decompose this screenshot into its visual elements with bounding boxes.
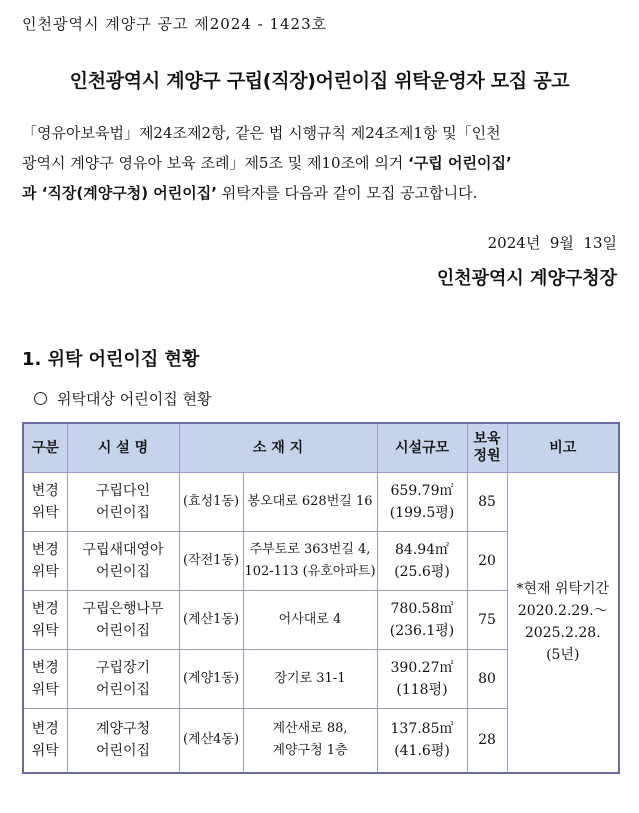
cell-size: 137.85㎡ (41.6평)	[377, 709, 467, 773]
cell-capacity: 28	[467, 709, 507, 773]
header-capacity-line2: 정원	[473, 448, 501, 464]
intro-line-3-bold: 과 ‘직장(계양구청) 어린이집’	[22, 184, 217, 202]
cell-type: 변경 위탁	[23, 532, 67, 591]
cell-address: 봉오대로 628번길 16	[243, 473, 377, 532]
intro-paragraph	[22, 118, 622, 208]
cell-address: 주부토로 363번길 4, 102-113 (유호아파트)	[243, 532, 377, 591]
subsection-label: 위탁대상 어린이집 현황	[57, 390, 212, 408]
cell-dong: (효성1동)	[179, 473, 243, 532]
cell-size: 659.79㎡ (199.5평)	[377, 473, 467, 532]
intro-line-3	[22, 178, 622, 208]
cell-remarks	[507, 473, 619, 773]
cell-size: 390.27㎡ (118평)	[377, 650, 467, 709]
cell-address: 계산새로 88, 계양구청 1층	[243, 709, 377, 773]
facilities-table	[22, 422, 620, 774]
header-remarks: 비고	[507, 423, 619, 473]
cell-size: 780.58㎡ (236.1평)	[377, 591, 467, 650]
notice-number: 인천광역시 계양구 공고 제2024 - 1423호	[22, 15, 328, 33]
cell-capacity: 80	[467, 650, 507, 709]
cell-address: 장기로 31-1	[243, 650, 377, 709]
header-location: 소 재 지	[179, 423, 377, 473]
cell-name: 구립은행나무 어린이집	[67, 591, 179, 650]
cell-capacity: 85	[467, 473, 507, 532]
intro-line-2	[22, 148, 622, 178]
header-capacity-line1: 보육	[473, 431, 501, 447]
intro-line-3-text: 위탁자를 다음과 같이 모집 공고합니다.	[216, 184, 478, 202]
section-title: 1. 위탁 어린이집 현황	[22, 349, 200, 370]
cell-dong: (계산4동)	[179, 709, 243, 773]
cell-dong: (계양1동)	[179, 650, 243, 709]
remarks-line3: 2025.2.28.	[524, 625, 601, 642]
cell-size: 84.94㎡ (25.6평)	[377, 532, 467, 591]
notice-title: 인천광역시 계양구 구립(직장)어린이집 위탁운영자 모집 공고	[69, 70, 570, 92]
cell-type: 변경 위탁	[23, 650, 67, 709]
header-type: 구분	[23, 423, 67, 473]
cell-name: 구립새대영아 어린이집	[67, 532, 179, 591]
cell-type: 변경 위탁	[23, 473, 67, 532]
cell-type: 변경 위탁	[23, 591, 67, 650]
cell-dong: (작전1동)	[179, 532, 243, 591]
subsection-title	[34, 388, 211, 409]
header-capacity	[467, 423, 507, 473]
cell-capacity: 75	[467, 591, 507, 650]
cell-capacity: 20	[467, 532, 507, 591]
cell-name: 구립장기 어린이집	[67, 650, 179, 709]
issuer: 인천광역시 계양구청장	[436, 268, 617, 289]
header-size: 시설규모	[377, 423, 467, 473]
table-row	[23, 473, 619, 532]
cell-address: 어사대로 4	[243, 591, 377, 650]
remarks-line2: 2020.2.29.～	[517, 603, 608, 620]
intro-line-2-text: 광역시 계양구 영유아 보육 조례」제5조 및 제10조에 의거	[22, 154, 409, 172]
cell-dong: (계산1동)	[179, 591, 243, 650]
table-header-row	[23, 423, 619, 473]
cell-name: 구립다인 어린이집	[67, 473, 179, 532]
intro-line-2-bold: ‘구립 어린이집’	[408, 154, 512, 172]
notice-date: 2024년 9월 13일	[487, 234, 617, 252]
header-name: 시 설 명	[67, 423, 179, 473]
cell-name: 계양구청 어린이집	[67, 709, 179, 773]
remarks-line4: (5년)	[546, 647, 580, 664]
circle-bullet-icon	[34, 392, 47, 405]
cell-type: 변경 위탁	[23, 709, 67, 773]
remarks-line1: *현재 위탁기간	[516, 581, 610, 598]
intro-line-1: 「영유아보육법」제24조제2항, 같은 법 시행규칙 제24조제1항 및「인천	[22, 124, 501, 142]
